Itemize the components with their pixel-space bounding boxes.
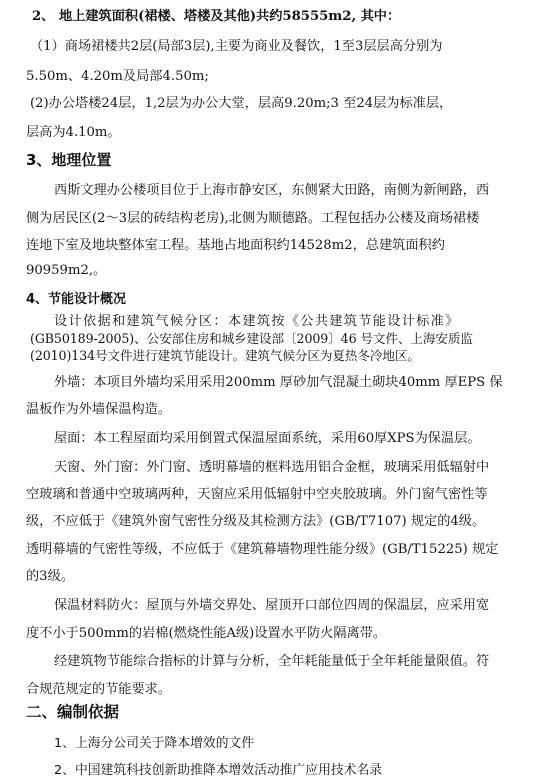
paragraph-line: 合规范规定的节能要求。 [26, 682, 172, 697]
paragraph-line: 西斯文理办公楼项目位于上海市静安区，东侧紧大田路，南侧为新闸路，西 [54, 183, 490, 198]
list-item: 2、中国建筑科技创新助推降本增效活动推广应用技术名录 [54, 763, 383, 778]
paragraph-line: 90959m2,。 [26, 263, 107, 278]
section-heading-basis: 二、编制依据 [26, 703, 120, 721]
paragraph-line: 天窗、外门窗：外门窗、透明幕墙的框料选用铝合金框，玻璃采用低辐射中 [54, 460, 490, 475]
section-heading-energy: 4、节能设计概况 [26, 292, 127, 307]
paragraph-line: 经建筑物节能综合指标的计算与分析，全年耗能量低于全年耗能量限值。符 [54, 654, 490, 669]
paragraph-line: (2010)134号文件进行建筑节能设计。建筑气候分区为夏热冬冷地区。 [30, 348, 420, 363]
paragraph-line: 度不小于500mm的岩棉(燃烧性能A级)设置水平防火隔离带。 [26, 626, 387, 641]
section-heading-location: 3、地理位置 [26, 151, 112, 169]
paragraph-line: 温板作为外墙保温构造。 [26, 402, 172, 417]
paragraph-line: (GB50189-2005)、公安部住房和城乡建设部〔2009〕46 号文件、上海安质监 [30, 331, 473, 346]
paragraph-line: 侧为居民区(2～3层的砖结构老房),北侧为顺德路。工程包括办公楼及商场裙楼 [26, 211, 480, 226]
paragraph-line: 连地下室及地块整体室工程。基地占地面积约14528m2，总建筑面积约 [26, 238, 445, 253]
list-item: 1、上海分公司关于降本增效的文件 [54, 736, 255, 751]
paragraph-line: 保温材料防火：屋顶与外墙交界处、屋顶开口部位四周的保温层，应采用宽 [54, 598, 490, 613]
paragraph-line: 层高为4.10m。 [26, 125, 121, 140]
paragraph-line: 5.50m、4.20m及局部4.50m; [26, 69, 209, 84]
paragraph-line: 空玻璃和普通中空玻璃两种，天窗应采用低辐射中空夹胶玻璃。外门窗气密性等 [26, 487, 488, 502]
area-heading-line: 2、 地上建筑面积(裙楼、塔楼及其他)共约58555m2, 其中： [32, 9, 401, 24]
paragraph-line: 透明幕墙的气密性等级，不应低于《建筑幕墙物理性能分级》(GB/T15225) 规定 [26, 542, 499, 557]
paragraph-line: 设计依据和建筑气候分区：本建筑按《公共建筑节能设计标准》 [54, 314, 460, 329]
paragraph-line: 外墙：本项目外墙均采用采用200mm 厚砂加气混凝土砌块40mm 厚EPS 保 [54, 375, 503, 390]
paragraph-line: 的3级。 [26, 569, 74, 584]
paragraph-line: (2)办公塔楼24层，1,2层为办公大堂，层高9.20m;3 至24层为标准层， [30, 96, 453, 111]
paragraph-line: 屋面：本工程屋面均采用倒置式保温屋面系统，采用60厚XPS为保温层。 [54, 431, 481, 446]
paragraph-line: （1）商场裙楼共2层(局部3层),主要为商业及餐饮，1至3层层高分别为 [30, 39, 443, 54]
paragraph-line: 级，不应低于《建筑外窗气密性分级及其检测方法》(GB/T7107) 规定的4级。 [26, 514, 486, 529]
